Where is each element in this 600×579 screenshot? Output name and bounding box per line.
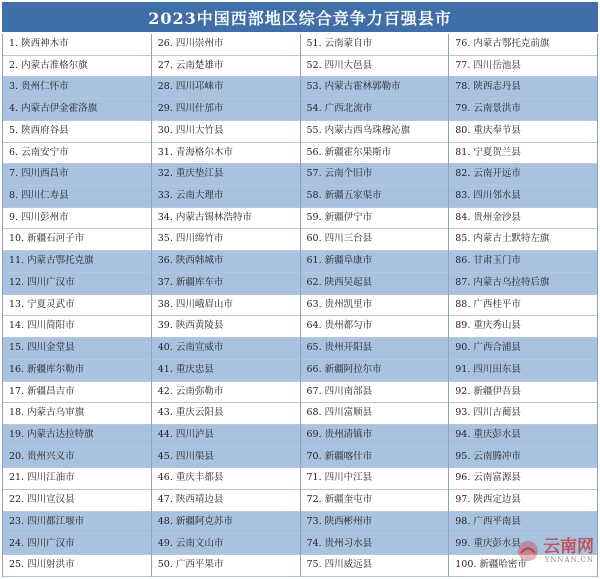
ranking-entry: 93. 四川古蔺县 [449, 403, 597, 425]
title-bar [2, 2, 598, 32]
ranking-entry: 23. 四川都江堰市 [3, 512, 151, 534]
ranking-entry: 27. 云南楚雄市 [152, 56, 300, 78]
ranking-entry: 60. 四川三台县 [301, 229, 449, 251]
ranking-entry: 45. 四川渠县 [152, 447, 300, 469]
ranking-entry: 81. 宁夏贺兰县 [449, 143, 597, 165]
ranking-entry: 74. 贵州习水县 [301, 534, 449, 556]
ranking-entry: 2. 内蒙古准格尔旗 [3, 56, 151, 78]
ranking-entry: 17. 新疆昌吉市 [3, 382, 151, 404]
ranking-entry: 55. 内蒙古西乌珠穆沁旗 [301, 121, 449, 143]
ranking-entry: 65. 贵州开阳县 [301, 338, 449, 360]
watermark-url: YNNAN.CN [544, 556, 594, 564]
ranking-entry: 4. 内蒙古伊金霍洛旗 [3, 99, 151, 121]
ranking-entry: 46. 重庆丰都县 [152, 468, 300, 490]
ranking-entry: 80. 重庆奉节县 [449, 121, 597, 143]
ranking-entry: 76. 内蒙古鄂托克前旗 [449, 34, 597, 56]
ranking-entry: 26. 四川崇州市 [152, 34, 300, 56]
ranking-entry: 38. 四川峨眉山市 [152, 295, 300, 317]
ranking-entry: 35. 四川绵竹市 [152, 229, 300, 251]
ranking-entry: 75. 四川威远县 [301, 555, 449, 577]
ranking-entry: 44. 四川泸县 [152, 425, 300, 447]
ranking-entry: 16. 新疆库尔勒市 [3, 360, 151, 382]
ranking-entry: 8. 四川仁寿县 [3, 186, 151, 208]
ranking-entry: 91. 四川田东县 [449, 360, 597, 382]
ranking-entry: 50. 广西平果市 [152, 555, 300, 577]
ranking-entry: 70. 新疆喀什市 [301, 447, 449, 469]
ranking-entry: 58. 新疆五家渠市 [301, 186, 449, 208]
ranking-entry: 49. 云南文山市 [152, 534, 300, 556]
ranking-entry: 39. 陕西黄陵县 [152, 316, 300, 338]
ranking-entry: 68. 四川富顺县 [301, 403, 449, 425]
ranking-entry: 98. 广西平南县 [449, 512, 597, 534]
ranking-entry: 3. 贵州仁怀市 [3, 77, 151, 99]
ranking-entry: 19. 内蒙古达拉特旗 [3, 425, 151, 447]
ranking-entry: 78. 陕西志丹县 [449, 77, 597, 99]
ranking-entry: 94. 重庆彭水县 [449, 425, 597, 447]
ranking-entry: 9. 四川彭州市 [3, 208, 151, 230]
ranking-entry: 95. 云南腾冲市 [449, 447, 597, 469]
ranking-entry: 89. 重庆秀山县 [449, 316, 597, 338]
ranking-entry: 28. 四川邛崃市 [152, 77, 300, 99]
ranking-entry: 48. 新疆阿克苏市 [152, 512, 300, 534]
ranking-entry: 21. 四川江油市 [3, 468, 151, 490]
ranking-entry: 86. 甘肃玉门市 [449, 251, 597, 273]
ranking-entry: 63. 贵州凯里市 [301, 295, 449, 317]
ranking-entry: 22. 四川宣汉县 [3, 490, 151, 512]
ranking-entry: 64. 贵州都匀市 [301, 316, 449, 338]
ranking-entry: 61. 新疆阜康市 [301, 251, 449, 273]
ranking-entry: 36. 陕西韩城市 [152, 251, 300, 273]
ranking-entry: 47. 陕西靖边县 [152, 490, 300, 512]
ranking-entry: 67. 四川南部县 [301, 382, 449, 404]
ranking-entry: 88. 广西桂平市 [449, 295, 597, 317]
ranking-entry: 79. 云南景洪市 [449, 99, 597, 121]
ranking-entry: 92. 新疆伊吾县 [449, 382, 597, 404]
ranking-entry: 18. 内蒙古乌审旗 [3, 403, 151, 425]
ranking-entry: 56. 新疆霍尔果斯市 [301, 143, 449, 165]
ranking-entry: 90. 广西合浦县 [449, 338, 597, 360]
ranking-entry: 59. 新疆伊宁市 [301, 208, 449, 230]
ranking-entry: 1. 陕西神木市 [3, 34, 151, 56]
ranking-entry: 41. 重庆忠县 [152, 360, 300, 382]
ranking-entry: 87. 内蒙古乌拉特后旗 [449, 273, 597, 295]
ranking-entry: 33. 云南大理市 [152, 186, 300, 208]
ranking-entry: 43. 重庆云阳县 [152, 403, 300, 425]
ranking-table [2, 34, 598, 577]
ranking-column [300, 34, 449, 577]
ranking-entry: 54. 广西北流市 [301, 99, 449, 121]
ranking-entry: 32. 重庆垫江县 [152, 164, 300, 186]
ranking-entry: 30. 四川大竹县 [152, 121, 300, 143]
ranking-entry: 29. 四川什邡市 [152, 99, 300, 121]
ranking-entry: 20. 贵州兴义市 [3, 447, 151, 469]
ranking-entry: 24. 四川广汉市 [3, 534, 151, 556]
ranking-entry: 52. 四川大邑县 [301, 56, 449, 78]
ranking-entry: 10. 新疆石河子市 [3, 229, 151, 251]
ranking-entry: 66. 新疆阿拉尔市 [301, 360, 449, 382]
ranking-entry: 12. 四川广汉市 [3, 273, 151, 295]
ranking-entry: 84. 贵州金沙县 [449, 208, 597, 230]
ranking-entry: 77. 四川岳池县 [449, 56, 597, 78]
ranking-entry: 100. 新疆哈密市 [449, 555, 597, 577]
watermark-text: 云南网 [543, 537, 594, 557]
ranking-entry: 96. 云南富源县 [449, 468, 597, 490]
yunnan-net-logo-icon [517, 540, 539, 562]
ranking-entry: 6. 云南安宁市 [3, 143, 151, 165]
ranking-entry: 14. 四川简阳市 [3, 316, 151, 338]
ranking-entry: 62. 陕西吴起县 [301, 273, 449, 295]
ranking-entry: 34. 内蒙古锡林浩特市 [152, 208, 300, 230]
ranking-entry: 7. 四川西昌市 [3, 164, 151, 186]
ranking-entry: 83. 四川邻水县 [449, 186, 597, 208]
ranking-entry: 5. 陕西府谷县 [3, 121, 151, 143]
ranking-entry: 11. 内蒙古鄂托克旗 [3, 251, 151, 273]
ranking-entry: 99. 重庆彭水县 [449, 534, 597, 556]
ranking-column [448, 34, 598, 577]
page-title: 2023中国西部地区综合竞争力百强县市 [148, 8, 452, 28]
ranking-entry: 73. 陕西彬州市 [301, 512, 449, 534]
ranking-entry: 40. 云南宣威市 [152, 338, 300, 360]
ranking-column [151, 34, 300, 577]
ranking-entry: 69. 贵州清镇市 [301, 425, 449, 447]
watermark [474, 527, 594, 575]
ranking-entry: 37. 新疆库车市 [152, 273, 300, 295]
ranking-entry: 42. 云南弥勒市 [152, 382, 300, 404]
ranking-entry: 71. 四川中江县 [301, 468, 449, 490]
ranking-entry: 85. 内蒙古土默特左旗 [449, 229, 597, 251]
ranking-entry: 72. 新疆奎屯市 [301, 490, 449, 512]
ranking-entry: 97. 陕西定边县 [449, 490, 597, 512]
ranking-entry: 57. 云南个旧市 [301, 164, 449, 186]
ranking-entry: 13. 宁夏灵武市 [3, 295, 151, 317]
ranking-entry: 53. 内蒙古霍林郭勒市 [301, 77, 449, 99]
ranking-entry: 25. 四川射洪市 [3, 555, 151, 577]
ranking-entry: 15. 四川金堂县 [3, 338, 151, 360]
ranking-column [2, 34, 151, 577]
ranking-entry: 82. 云南开远市 [449, 164, 597, 186]
ranking-entry: 31. 青海格尔木市 [152, 143, 300, 165]
ranking-entry: 51. 云南蒙自市 [301, 34, 449, 56]
